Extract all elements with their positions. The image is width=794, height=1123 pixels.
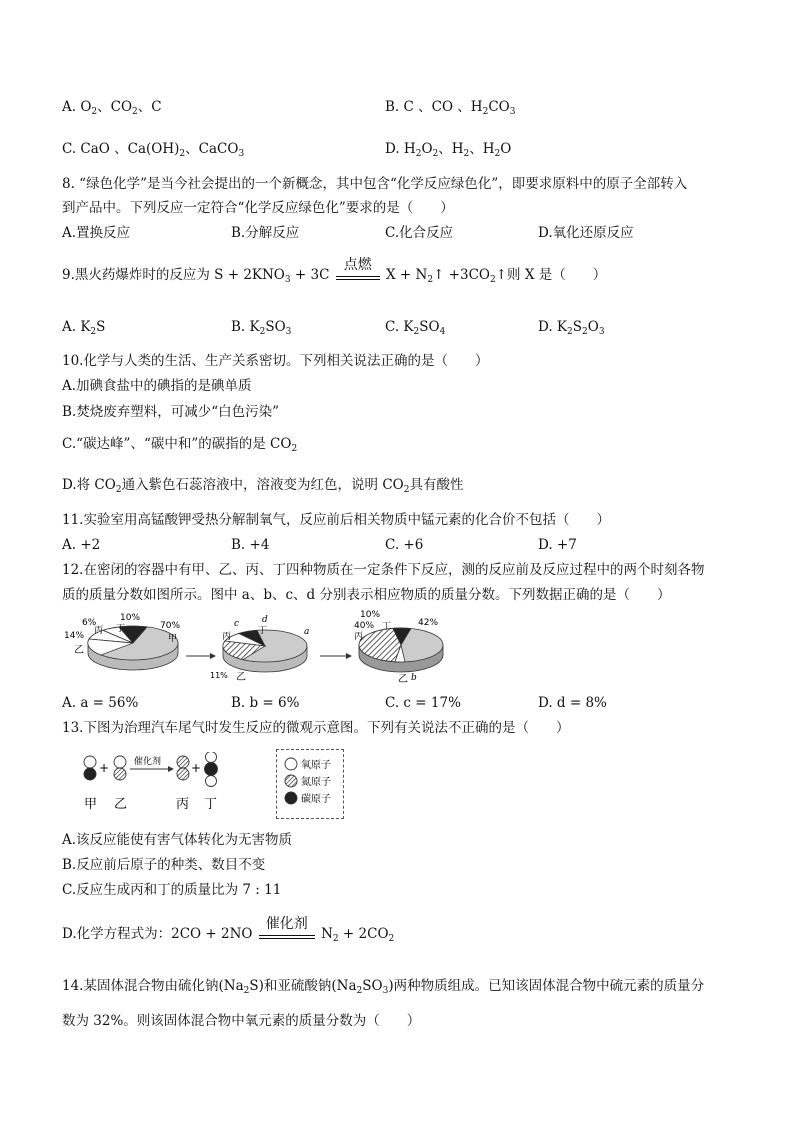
q8-option-a: A.置换反应	[62, 225, 131, 241]
q10-option-a: A.加碘食盐中的碘指的是碘单质	[62, 378, 252, 394]
pie1-label-yi: 乙	[74, 645, 84, 656]
q11-option-a: A. +2	[62, 537, 101, 553]
yi-oxygen-atom	[114, 756, 126, 768]
q12-option-d: D. d = 8%	[538, 695, 607, 711]
q13-option-c: C.反应生成丙和丁的质量比为 7 : 11	[62, 882, 282, 898]
label-ding: 丁	[204, 797, 218, 810]
molecule-reaction-diagram	[78, 752, 228, 810]
label-yi: 乙	[114, 797, 128, 810]
pie3-label-bing: 丙	[354, 632, 364, 642]
pie3-label-42pct: 42%	[418, 618, 439, 628]
q10-option-c: C.“碳达峰”、“碳中和”的碳指的是 $CO_2$	[62, 436, 298, 454]
reaction-condition-arrow: 点燃	[336, 267, 380, 285]
pie1-label-14pct: 14%	[64, 631, 85, 641]
pie2-label-d: d	[262, 615, 268, 625]
q14-stem-line2: 数为 32%。则该固体混合物中氧元素的质量分数为（ ）	[62, 1013, 421, 1029]
q8-stem-line2: 到产品中。下列反应一定符合“化学反应绿色化”要求的是（ ）	[62, 200, 454, 216]
q8-option-d: D.氧化还原反应	[538, 225, 634, 241]
ding-carbon-atom	[205, 763, 218, 776]
pie1-label-bing: 丙	[94, 626, 104, 636]
pie3-label-10pct: 10%	[360, 610, 381, 620]
ding-oxygen-atom-2	[206, 776, 217, 787]
label-bing: 丙	[176, 797, 190, 810]
pie3-label-yi: 乙	[398, 674, 408, 685]
q8-option-b: B.分解反应	[231, 225, 300, 241]
catalyst-label: 催化剂	[134, 757, 162, 767]
jia-carbon-atom	[84, 768, 96, 780]
pie3-label-b: b	[411, 673, 417, 683]
yi-nitrogen-atom	[114, 768, 126, 780]
svg-text:+: +	[191, 761, 202, 775]
q11-option-b: B. +4	[231, 537, 270, 553]
q13-stem: 13.下图为治理汽车尾气时发生反应的微观示意图。下列有关说法不正确的是（ ）	[62, 720, 570, 736]
q7-option-a: A. $O_2$、$CO_2$、C	[62, 99, 162, 117]
pie2-label-c: c	[234, 619, 240, 629]
q12-stem-line1: 12.在密闭的容器中有甲、乙、丙、丁四种物质在一定条件下反应，测的反应前及反应过程中的两个时刻各物	[62, 562, 705, 578]
label-jia: 甲	[84, 797, 98, 810]
q12-option-a: A. a = 56%	[62, 695, 139, 711]
q7-option-b: B. C 、CO 、$H_2CO_3$	[385, 99, 516, 117]
q12-option-b: B. b = 6%	[231, 695, 300, 711]
pie-intermediate	[223, 630, 307, 672]
pie1-label-70pct: 70%	[160, 621, 181, 631]
catalyst-condition-arrow: 催化剂	[259, 926, 315, 944]
jia-oxygen-atom	[84, 756, 96, 768]
legend-oxygen-label: 氧原子	[301, 760, 331, 771]
pie1-label-10pct: 10%	[120, 613, 141, 623]
bing-nitrogen-atom-2	[177, 768, 189, 780]
q12-option-c: C. c = 17%	[385, 695, 461, 711]
atom-legend	[276, 749, 344, 819]
legend-oxygen-icon	[285, 758, 297, 770]
pie-final	[359, 628, 443, 672]
q7-option-d: D. $H_2O_2$、$H_2$、$H_2O$	[385, 141, 512, 159]
q9-stem: 9.黑火药爆炸时的反应为 $S + 2KNO_3 + 3C$ 点燃 $X + N_2↑$ $+3CO_2↑$则 X 是（ ）	[62, 256, 607, 285]
pie2-label-a: a	[304, 627, 310, 637]
pie2-label-yi: 乙	[236, 672, 246, 683]
q10-option-b: B.焚烧废弃塑料，可减少“白色污染”	[62, 404, 280, 420]
q9-option-a: A. $K_2S$	[62, 319, 106, 337]
legend-nitrogen-label: 氮原子	[301, 777, 331, 788]
q8-stem-line1: 8. “绿色化学”是当今社会提出的一个新概念，其中包含“化学反应绿色化”，即要求原料中的原子全部转入	[62, 176, 688, 192]
q9-option-c: C. $K_2SO_4$	[385, 319, 446, 337]
pie2-label-ding: 丁	[258, 626, 268, 636]
pie2-label-bing: 丙	[222, 632, 232, 642]
q13-option-b: B.反应前后原子的种类、数目不变	[62, 857, 266, 873]
pie3-label-ding: 丁	[382, 622, 392, 632]
q9-option-b: B. $K_2SO_3$	[231, 319, 292, 337]
q13-option-a: A.该反应能使有害气体转化为无害物质	[62, 832, 293, 848]
legend-carbon-label: 碳原子	[301, 794, 331, 805]
svg-text:+: +	[99, 761, 110, 775]
pie1-label-jia: 甲	[168, 634, 178, 644]
legend-nitrogen-icon	[285, 775, 297, 787]
q11-option-d: D. +7	[538, 537, 577, 553]
q8-option-c: C.化合反应	[385, 225, 454, 241]
q9-option-d: D. $K_2S_2O_3$	[538, 319, 605, 337]
q14-stem-line1: 14.某固体混合物由硫化钠$(Na_2S)$和亚硫酸钠$(Na_2SO_3)$两种物质组成。已知该固体混合物中硫元素的质量分	[62, 978, 705, 996]
mass-fraction-pie-diagram	[58, 608, 478, 688]
q13-option-d: D.化学方程式为：2CO + 2NO 催化剂 $N_2 + 2CO_2$	[62, 915, 395, 944]
pie1-label-ding: 丁	[116, 624, 126, 634]
pie2-label-11pct: 11%	[210, 671, 228, 680]
q11-option-c: C. +6	[385, 537, 424, 553]
q10-stem: 10.化学与人类的生活、生产关系密切。下列相关说法正确的是（ ）	[62, 353, 489, 369]
pie1-label-6pct: 6%	[82, 618, 97, 628]
q11-stem: 11.实验室用高锰酸钾受热分解制氧气，反应前后相关物质中锰元素的化合价不包括（ ）	[62, 512, 610, 528]
q12-stem-line2: 质的质量分数如图所示。图中 a、b、c、d 分别表示相应物质的质量分数。下列数据正确的是（ ）	[62, 587, 671, 603]
legend-carbon-icon	[285, 792, 297, 804]
bing-nitrogen-atom-1	[177, 756, 189, 768]
q7-option-c: C. CaO 、$Ca(OH)_2$、CaCO$_3$	[62, 141, 245, 159]
pie3-label-40pct: 40%	[354, 621, 375, 631]
q10-option-d: D.将 $CO_2$通入紫色石蕊溶液中，溶液变为红色，说明 $CO_2$具有酸性	[62, 477, 464, 495]
ding-oxygen-atom-1	[206, 752, 217, 763]
